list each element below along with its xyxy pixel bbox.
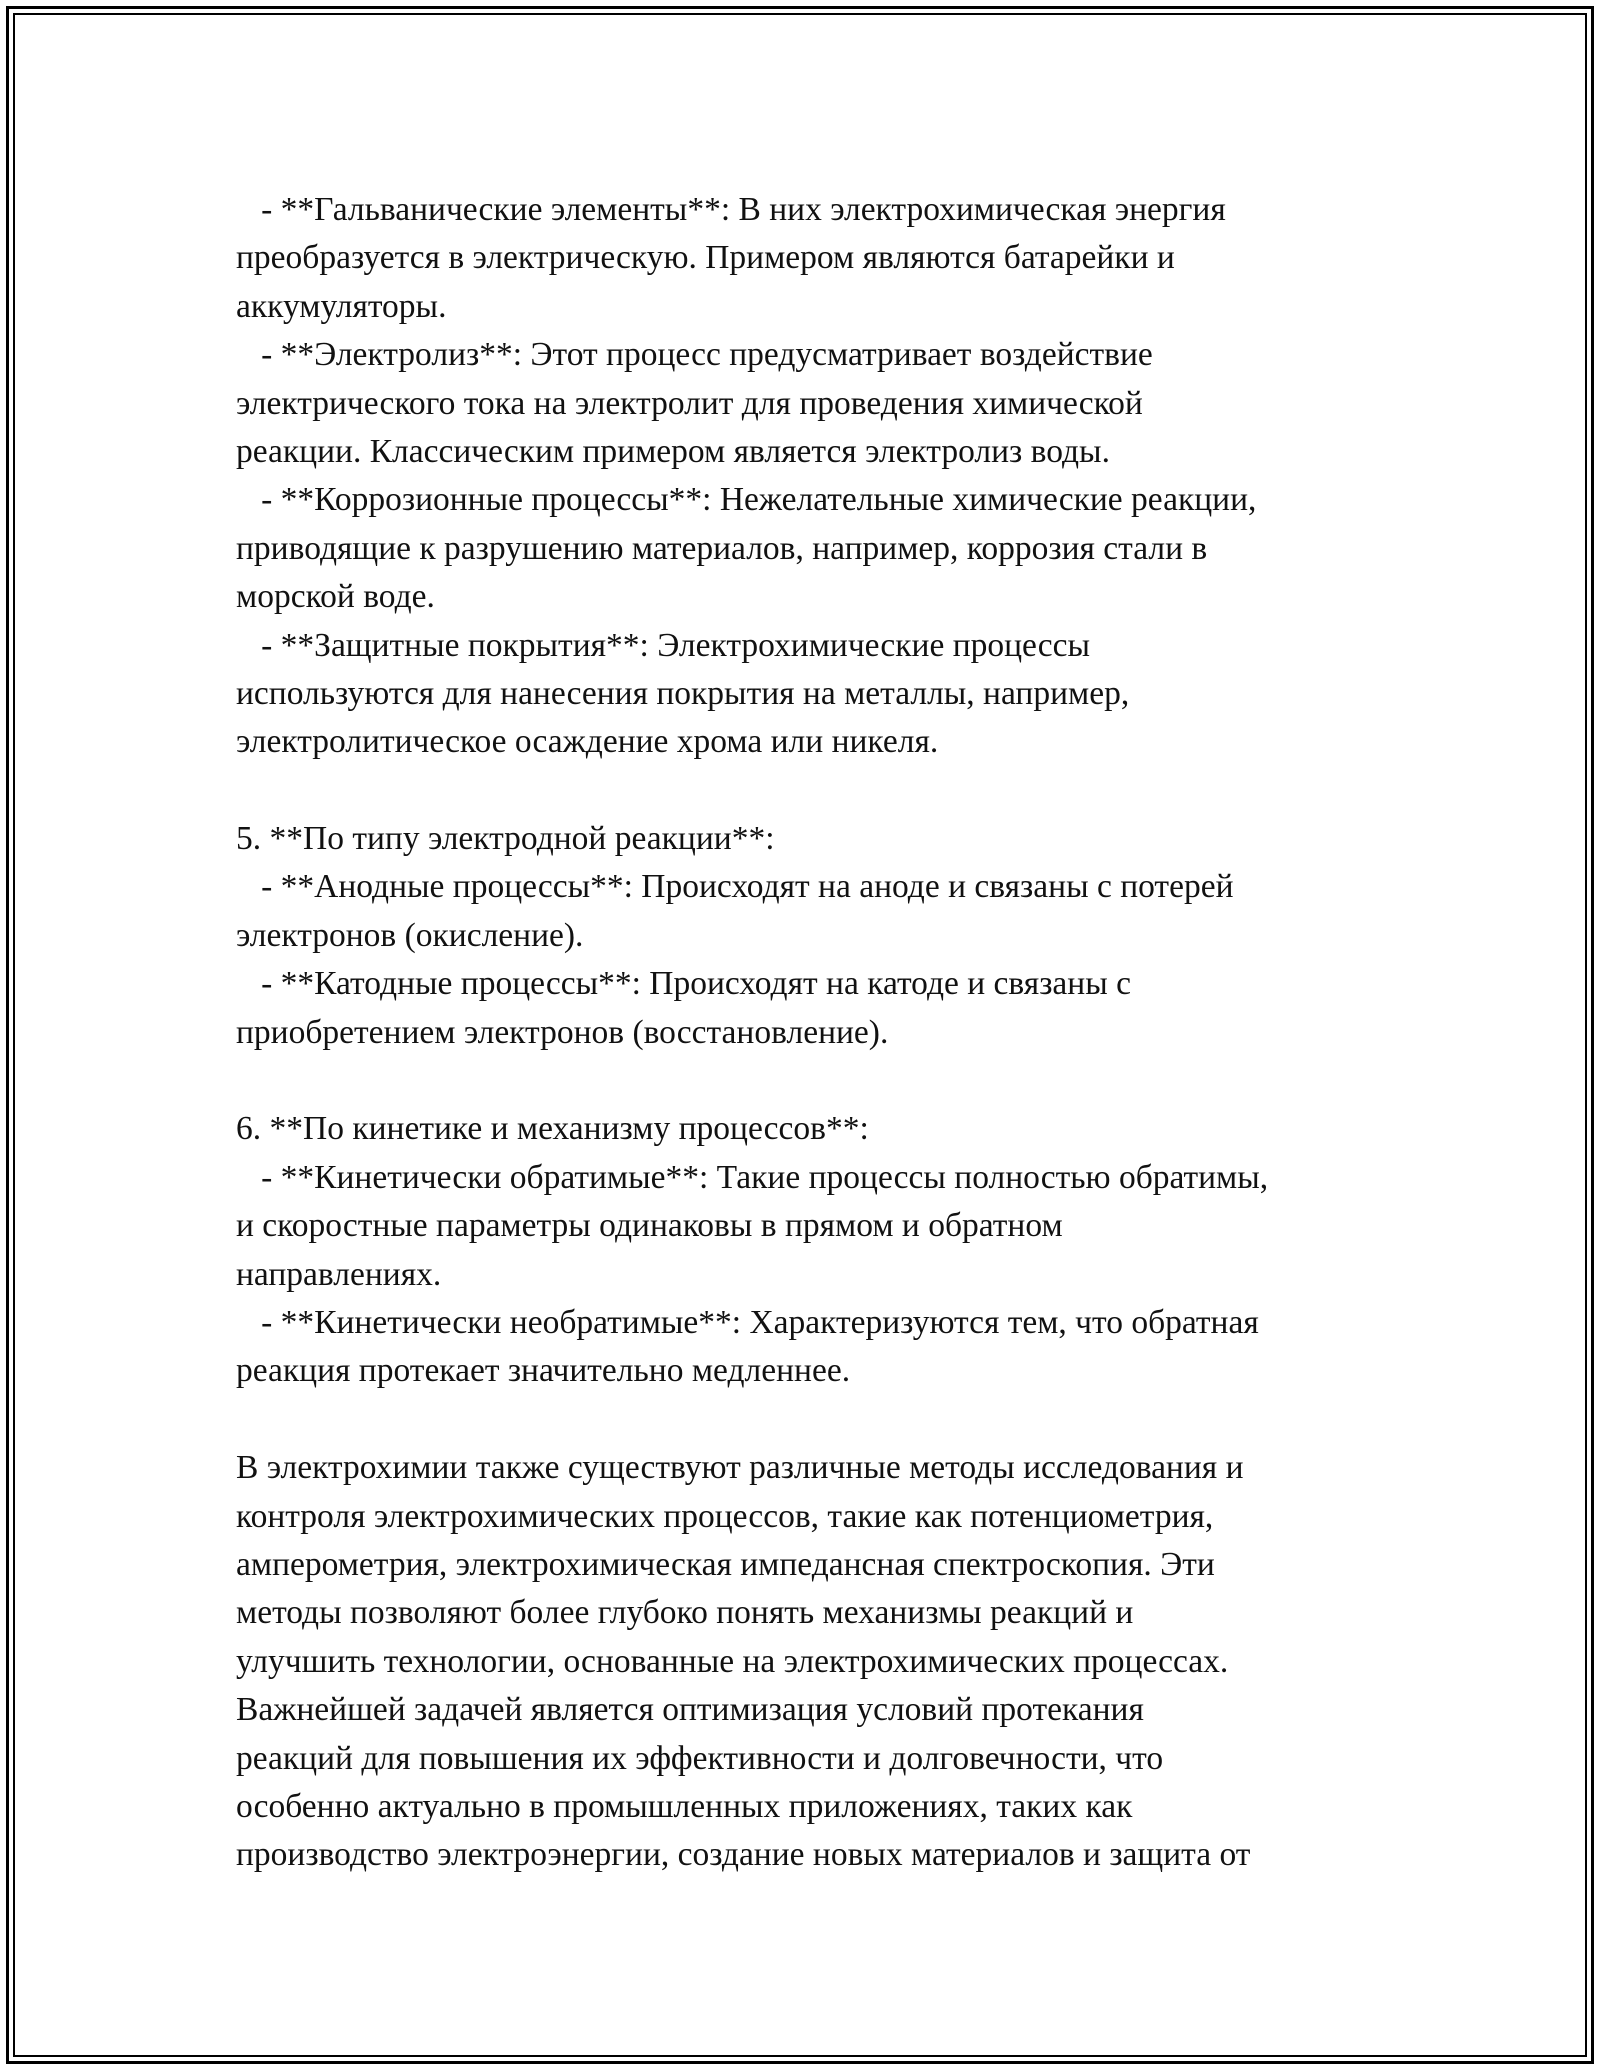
- text-line: приобретением электронов (восстановление).: [236, 1013, 889, 1051]
- paragraph-gap: [236, 767, 1386, 815]
- text-line: - **Гальванические элементы**: В них электрохимическая энергия: [236, 191, 1226, 228]
- text-line: - **Катодные процессы**: Происходят на катоде и связаны с: [236, 965, 1131, 1003]
- text-line: амперометрия, электрохимическая импедансная спектроскопия. Эти: [236, 1545, 1215, 1583]
- text-line: - **Электролиз**: Этот процесс предусматривает воздействие: [236, 336, 1153, 374]
- text-line: морской воде.: [236, 578, 435, 616]
- paragraph-gap: [236, 1057, 1386, 1105]
- text-line: особенно актуально в промышленных приложениях, таких как: [236, 1787, 1133, 1825]
- text-line: приводящие к разрушению материалов, например, коррозия стали в: [236, 529, 1208, 567]
- text-line: аккумуляторы.: [236, 287, 447, 325]
- text-line: направлениях.: [236, 1255, 442, 1293]
- text-line: реакции. Классическим примером является электролиз воды.: [236, 432, 1110, 470]
- text-line: улучшить технологии, основанные на электрохимических процессах.: [236, 1642, 1229, 1680]
- document-body: [236, 186, 1386, 1880]
- text-line: контроля электрохимических процессов, такие как потенциометрия,: [236, 1497, 1214, 1535]
- text-line: и скоростные параметры одинаковы в прямом и обратном: [236, 1207, 1063, 1245]
- text-line: реакция протекает значительно медленнее.: [236, 1352, 851, 1390]
- text-line: реакций для повышения их эффективности и долговечности, что: [236, 1739, 1164, 1777]
- text-line: электрического тока на электролит для проведения химической: [236, 384, 1143, 422]
- text-line: методы позволяют более глубоко понять механизмы реакций и: [236, 1594, 1134, 1632]
- paragraph-gap: [236, 1396, 1386, 1444]
- text-line: - **Кинетически необратимые**: Характеризуются тем, что обратная: [236, 1303, 1259, 1341]
- text-line: используются для нанесения покрытия на металлы, например,: [236, 674, 1130, 712]
- section-heading: 6. **По кинетике и механизму процессов**:: [236, 1110, 869, 1148]
- text-line: преобразуется в электрическую. Примером являются батарейки и: [236, 239, 1175, 277]
- text-line: - **Кинетически обратимые**: Такие процессы полностью обратимы,: [236, 1158, 1269, 1196]
- text-line: Важнейшей задачей является оптимизация условий протекания: [236, 1691, 1144, 1729]
- text-line: электронов (окисление).: [236, 916, 584, 954]
- section-heading: 5. **По типу электродной реакции**:: [236, 820, 775, 858]
- text-line: - **Коррозионные процессы**: Нежелательные химические реакции,: [236, 481, 1257, 519]
- text-line: электролитическое осаждение хрома или никеля.: [236, 723, 939, 761]
- text-line: - **Защитные покрытия**: Электрохимические процессы: [236, 626, 1091, 664]
- text-line: - **Анодные процессы**: Происходят на аноде и связаны с потерей: [236, 868, 1234, 906]
- text-line: производство электроэнергии, создание новых материалов и защита от: [236, 1836, 1251, 1874]
- text-line: В электрохимии также существуют различные методы исследования и: [236, 1449, 1244, 1487]
